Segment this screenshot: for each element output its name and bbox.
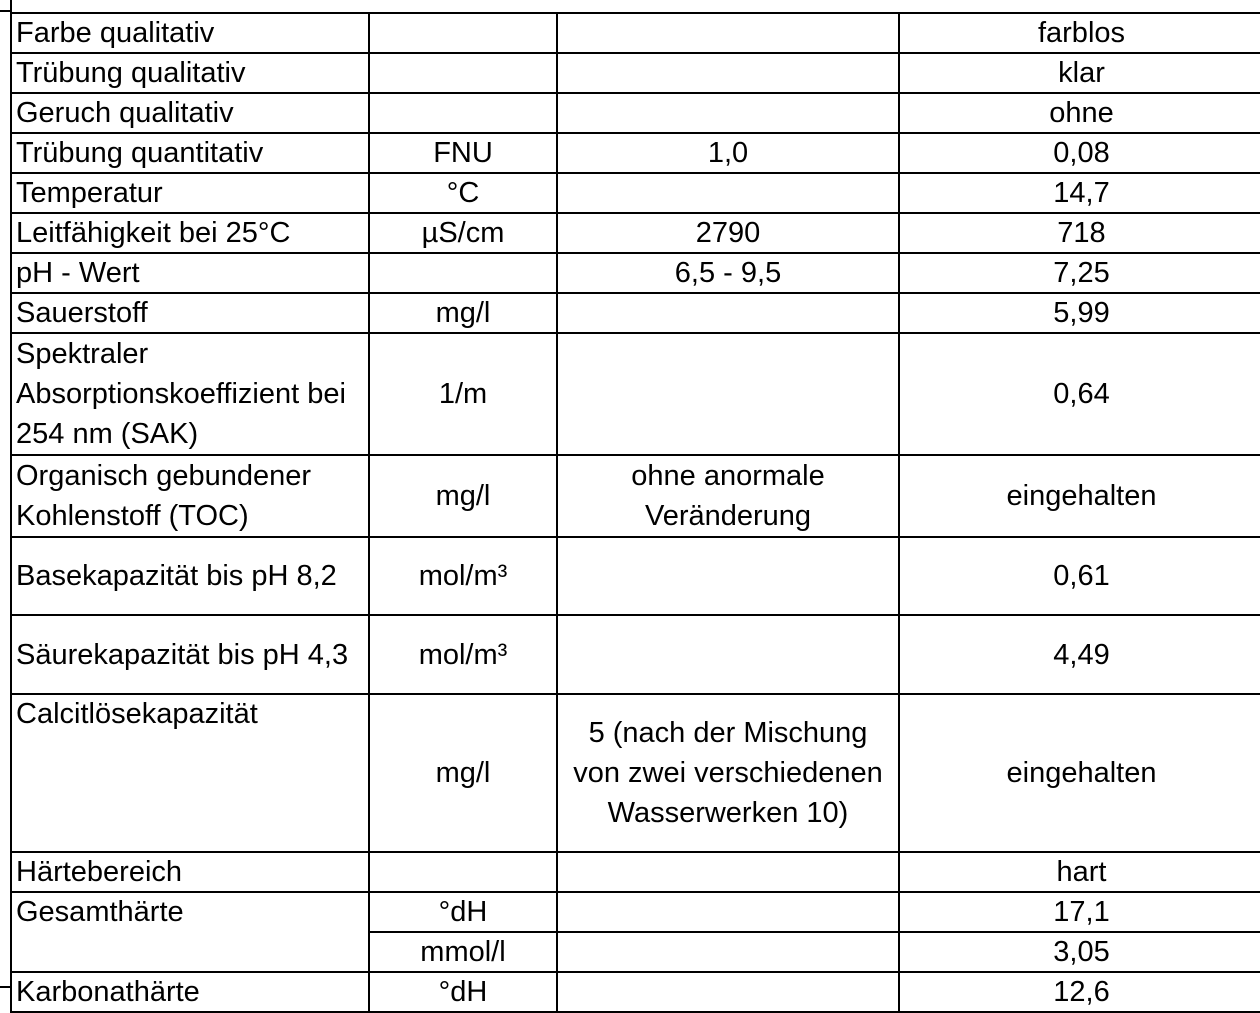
table-row [11,455,1260,537]
parameter-cell: Säurekapazität bis pH 4,3 [11,615,369,694]
value-cell: eingehalten [899,455,1260,537]
unit-cell: mol/m³ [369,615,557,694]
value-cell: farblos [899,13,1260,53]
value-cell: 12,6 [899,972,1260,1012]
limit-cell: 6,5 - 9,5 [557,253,899,293]
limit-cell [557,53,899,93]
table-row [11,852,1260,892]
parameter-cell: Geruch qualitativ [11,93,369,133]
limit-cell [557,852,899,892]
limit-cell: 5 (nach der Mischung von zwei verschiedenen Wasserwerken 10) [557,694,899,852]
unit-cell [369,53,557,93]
unit-cell: mg/l [369,293,557,333]
limit-cell [557,892,899,932]
table-row [11,213,1260,253]
table-row [11,173,1260,213]
unit-cell: mol/m³ [369,537,557,615]
parameter-cell: Härtebereich [11,852,369,892]
table-row [11,93,1260,133]
parameter-cell: Sauerstoff [11,293,369,333]
limit-cell: 2790 [557,213,899,253]
unit-cell: °C [369,173,557,213]
unit-cell: FNU [369,133,557,173]
table-row [11,53,1260,93]
unit-cell: 1/m [369,333,557,455]
value-cell: 0,64 [899,333,1260,455]
limit-cell [557,13,899,53]
limit-cell [557,537,899,615]
parameter-cell: Temperatur [11,173,369,213]
parameter-cell: Trübung quantitativ [11,133,369,173]
value-cell: klar [899,53,1260,93]
parameter-cell: pH - Wert [11,253,369,293]
unit-cell: °dH [369,892,557,932]
unit-cell: mg/l [369,455,557,537]
value-cell: 7,25 [899,253,1260,293]
parameter-cell: Leitfähigkeit bei 25°C [11,213,369,253]
unit-cell: mg/l [369,694,557,852]
unit-cell [369,93,557,133]
limit-cell [557,173,899,213]
table-row [11,694,1260,852]
table-row [11,133,1260,173]
value-cell: 14,7 [899,173,1260,213]
parameter-cell: Trübung qualitativ [11,53,369,93]
limit-cell [557,93,899,133]
limit-cell: ohne anormale Veränderung [557,455,899,537]
parameter-cell: Gesamthärte [11,892,369,972]
table-row [11,333,1260,455]
value-cell: 17,1 [899,892,1260,932]
unit-cell [369,852,557,892]
unit-cell: mmol/l [369,932,557,972]
parameter-cell: Organisch gebundener Kohlenstoff (TOC) [11,455,369,537]
table-row [11,253,1260,293]
table-row [11,293,1260,333]
limit-cell [557,615,899,694]
value-cell: ohne [899,93,1260,133]
unit-cell [369,253,557,293]
value-cell: hart [899,852,1260,892]
limit-cell [557,333,899,455]
table-row [11,892,1260,932]
value-cell: 718 [899,213,1260,253]
table-row [11,537,1260,615]
limit-cell: 1,0 [557,133,899,173]
value-cell: eingehalten [899,694,1260,852]
limit-cell [557,972,899,1012]
value-cell: 0,61 [899,537,1260,615]
unit-cell: °dH [369,972,557,1012]
unit-cell [369,13,557,53]
limit-cell [557,932,899,972]
value-cell: 4,49 [899,615,1260,694]
parameter-cell: Karbonathärte [11,972,369,1012]
table-row [11,615,1260,694]
parameter-cell: Basekapazität bis pH 8,2 [11,537,369,615]
parameter-cell: Farbe qualitativ [11,13,369,53]
value-cell: 5,99 [899,293,1260,333]
unit-cell: µS/cm [369,213,557,253]
water-quality-table [10,12,1260,1013]
table-row [11,972,1260,1012]
value-cell: 0,08 [899,133,1260,173]
table-row [11,13,1260,53]
parameter-cell: Calcitlösekapazität [11,694,369,852]
parameter-cell: Spektraler Absorptionskoeffizient bei 254 nm (SAK) [11,333,369,455]
value-cell: 3,05 [899,932,1260,972]
limit-cell [557,293,899,333]
